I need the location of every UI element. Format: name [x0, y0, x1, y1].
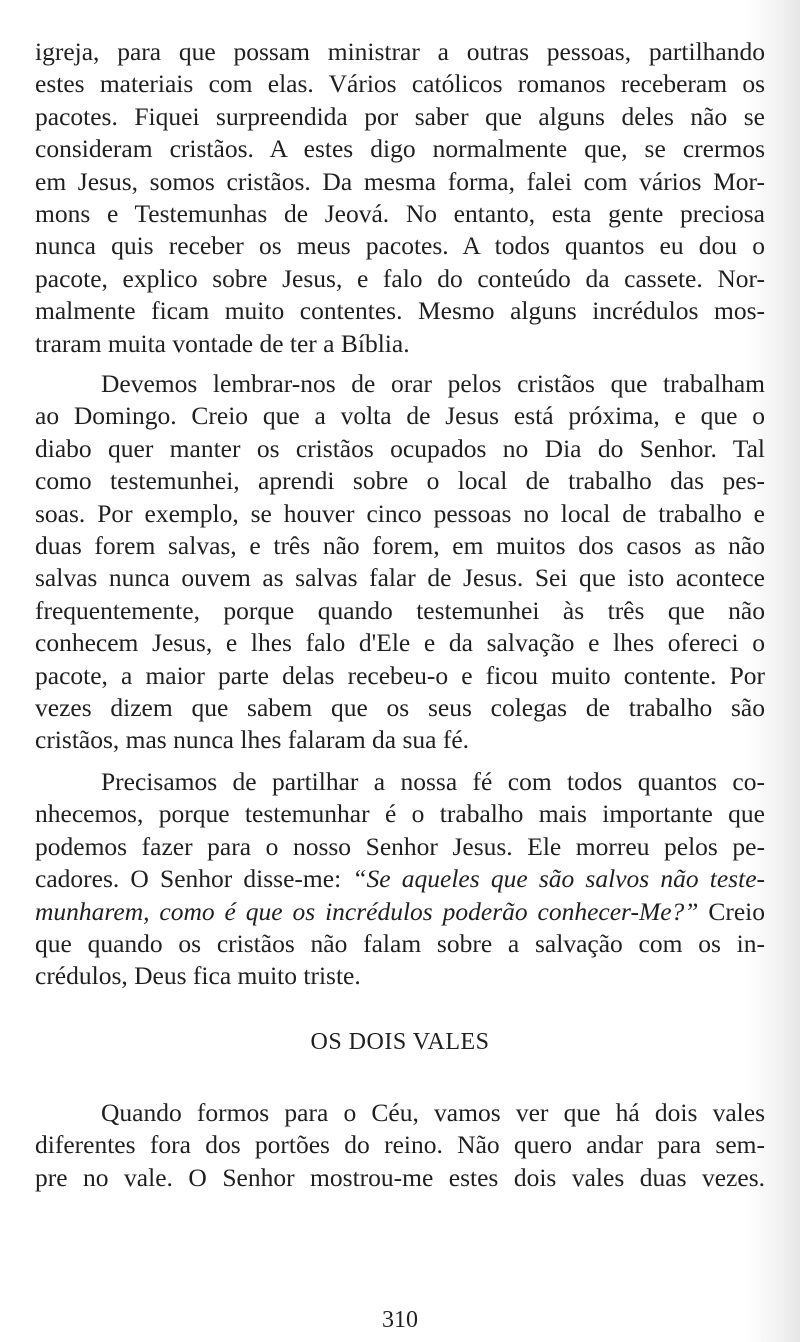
text-run: Creio [698, 896, 765, 926]
text-line: Quando formos para o Céu, vamos ver que há dois vales [101, 1098, 765, 1127]
text-line: igreja, para que possam ministrar a outras pessoas, partilhando [35, 37, 765, 66]
text-line: cristãos, mas nunca lhes falaram da sua fé. [35, 725, 470, 755]
text-line: nhecemos, porque testemunhar é o trabalho mais importante que [35, 799, 765, 829]
text-line: salvas nunca ouvem as salvas falar de Jesus. Sei que isto acontece [35, 563, 765, 593]
text-line: diabo quer manter os cristãos ocupados no Dia do Senhor. Tal [35, 433, 765, 463]
text-line: traram muita vontade de ter a Bíblia. [35, 328, 410, 358]
text-line: conhecem Jesus, e lhes falo d'Ele e da salvação e lhes ofereci o [35, 628, 765, 658]
text-line: pacote, explico sobre Jesus, e falo do conteúdo da cassete. Nor- [35, 263, 765, 293]
quotation-italic: munharem, como é que os incrédulos poderão conhecer-Me?” [35, 896, 699, 926]
paragraph-3 [35, 766, 765, 993]
text-line: pacote, a maior parte delas recebeu-o e ficou muito contente. Por [35, 660, 765, 690]
text-line [35, 863, 765, 895]
quotation-italic: “Se aqueles que são salvos não teste- [352, 864, 765, 894]
text-line: Precisamos de partilhar a nossa fé com todos quantos co- [101, 767, 765, 796]
text-line: como testemunhei, aprendi sobre o local de trabalho das pes- [35, 466, 765, 496]
text-line: pre no vale. O Senhor mostrou-me estes dois vales duas vezes. [35, 1162, 765, 1192]
text-line: em Jesus, somos cristãos. Da mesma forma, falei com vários Mor- [35, 166, 765, 196]
paragraph-2 [35, 368, 765, 757]
text-line: consideram cristãos. A estes digo normalmente que, se crermos [35, 134, 765, 164]
text-line: crédulos, Deus fica muito triste. [35, 961, 361, 991]
text-line [35, 896, 765, 928]
page-number: 310 [382, 1307, 418, 1333]
text-line: ao Domingo. Creio que a volta de Jesus está próxima, e que o [35, 401, 765, 431]
text-line: frequentemente, porque quando testemunhei às três que não [35, 595, 765, 625]
text-run: cadores. O Senhor disse-me: [35, 864, 353, 894]
text-line: Devemos lembrar-nos de orar pelos cristãos que trabalham [101, 369, 765, 398]
text-line: nunca quis receber os meus pacotes. A todos quantos eu dou o [35, 231, 765, 261]
text-line: mons e Testemunhas de Jeová. No entanto, esta gente preciosa [35, 198, 765, 228]
text-line: pacotes. Fiquei surpreendida por saber que alguns deles não se [35, 101, 765, 131]
text-line: podemos fazer para o nosso Senhor Jesus. Ele morreu pelos pe- [35, 831, 765, 861]
text-line: vezes dizem que sabem que os seus colegas de trabalho são [35, 692, 765, 722]
paragraph-4 [35, 1097, 765, 1194]
text-line: diferentes fora dos portões do reino. Não quero andar para sem- [35, 1130, 765, 1160]
text-line: duas forem salvas, e três não forem, em muitos dos casos as não [35, 530, 765, 560]
text-line: que quando os cristãos não falam sobre a salvação com os in- [35, 928, 765, 958]
section-heading: OS DOIS VALES [310, 1029, 490, 1055]
text-line: soas. Por exemplo, se houver cinco pessoas no local de trabalho e [35, 498, 765, 528]
text-line: estes materiais com elas. Vários católicos romanos receberam os [35, 69, 765, 99]
text-line: malmente ficam muito contentes. Mesmo alguns incrédulos mos- [35, 296, 765, 326]
paragraph-1 [35, 36, 765, 360]
